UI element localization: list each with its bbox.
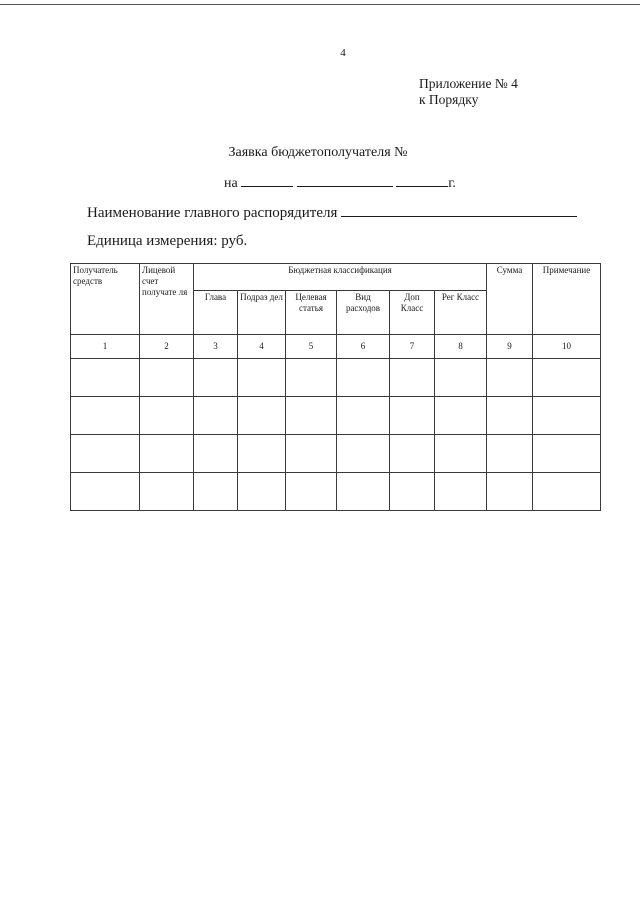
table-cell xyxy=(487,435,533,473)
table-cell xyxy=(487,397,533,435)
header-expense-type: Вид расходов xyxy=(337,291,390,335)
table-cell xyxy=(71,435,140,473)
date-prefix: на xyxy=(224,176,238,191)
unit-of-measure: Единица измерения: руб. xyxy=(87,233,248,249)
header-recipient: Получатель средств xyxy=(71,264,140,335)
table-cell xyxy=(435,397,487,435)
table-cell xyxy=(140,359,194,397)
table-cell xyxy=(533,397,601,435)
table-cell xyxy=(390,397,435,435)
page-number: 4 xyxy=(340,47,346,59)
table-cell xyxy=(71,473,140,511)
table-cell xyxy=(337,397,390,435)
table-cell xyxy=(390,435,435,473)
date-day-blank xyxy=(241,174,293,187)
column-number: 2 xyxy=(140,335,194,359)
column-number: 10 xyxy=(533,335,601,359)
top-border-line xyxy=(0,4,640,5)
table-row xyxy=(71,435,601,473)
header-subsection: Подраз дел xyxy=(238,291,286,335)
appendix-header xyxy=(419,76,518,108)
table-cell xyxy=(435,359,487,397)
table-cell xyxy=(238,397,286,435)
table-cell xyxy=(140,397,194,435)
table-cell xyxy=(337,359,390,397)
table-cell xyxy=(337,435,390,473)
header-add-class: Доп Класс xyxy=(390,291,435,335)
budget-request-table xyxy=(70,263,601,511)
header-sum: Сумма xyxy=(487,264,533,335)
table-cell xyxy=(140,473,194,511)
table-cell xyxy=(71,397,140,435)
appendix-reference: к Порядку xyxy=(419,92,479,107)
table-cell xyxy=(286,397,337,435)
header-target-article: Целевая статья xyxy=(286,291,337,335)
table-cell xyxy=(194,435,238,473)
table-cell xyxy=(533,435,601,473)
column-number-row xyxy=(71,335,601,359)
table-cell xyxy=(390,359,435,397)
column-number: 7 xyxy=(390,335,435,359)
table-cell xyxy=(238,359,286,397)
table-cell xyxy=(435,473,487,511)
column-number: 3 xyxy=(194,335,238,359)
table-cell xyxy=(286,359,337,397)
table-cell xyxy=(435,435,487,473)
table-cell xyxy=(533,359,601,397)
table-row xyxy=(71,359,601,397)
table-cell xyxy=(487,359,533,397)
appendix-number: Приложение № 4 xyxy=(419,76,518,91)
table-row xyxy=(71,473,601,511)
date-suffix: г. xyxy=(448,176,456,191)
table-cell xyxy=(337,473,390,511)
table-cell xyxy=(286,473,337,511)
document-title xyxy=(0,145,640,161)
header-budget-classification: Бюджетная классификация xyxy=(194,264,487,291)
table-cell xyxy=(140,435,194,473)
table-cell xyxy=(238,473,286,511)
table-cell xyxy=(194,473,238,511)
table-cell xyxy=(194,397,238,435)
column-number: 8 xyxy=(435,335,487,359)
title-text: Заявка бюджетополучателя № xyxy=(228,145,408,160)
column-number: 9 xyxy=(487,335,533,359)
table-cell xyxy=(487,473,533,511)
table-row xyxy=(71,397,601,435)
column-number: 5 xyxy=(286,335,337,359)
table-cell xyxy=(286,435,337,473)
date-line xyxy=(224,174,456,192)
header-account: Лицевой счет получате ля xyxy=(140,264,194,335)
table-cell xyxy=(71,359,140,397)
manager-line xyxy=(87,204,577,222)
table-cell xyxy=(238,435,286,473)
manager-label: Наименование главного распорядителя xyxy=(87,205,338,221)
column-number: 1 xyxy=(71,335,140,359)
date-year-blank xyxy=(396,174,448,187)
table-cell xyxy=(194,359,238,397)
manager-name-blank xyxy=(341,204,577,217)
column-number: 4 xyxy=(238,335,286,359)
header-chapter: Глава xyxy=(194,291,238,335)
table-header-row-1 xyxy=(71,264,601,291)
header-note: Примечание xyxy=(533,264,601,335)
column-number: 6 xyxy=(337,335,390,359)
table-cell xyxy=(390,473,435,511)
date-month-blank xyxy=(297,174,393,187)
table-cell xyxy=(533,473,601,511)
header-reg-class: Рег Класс xyxy=(435,291,487,335)
